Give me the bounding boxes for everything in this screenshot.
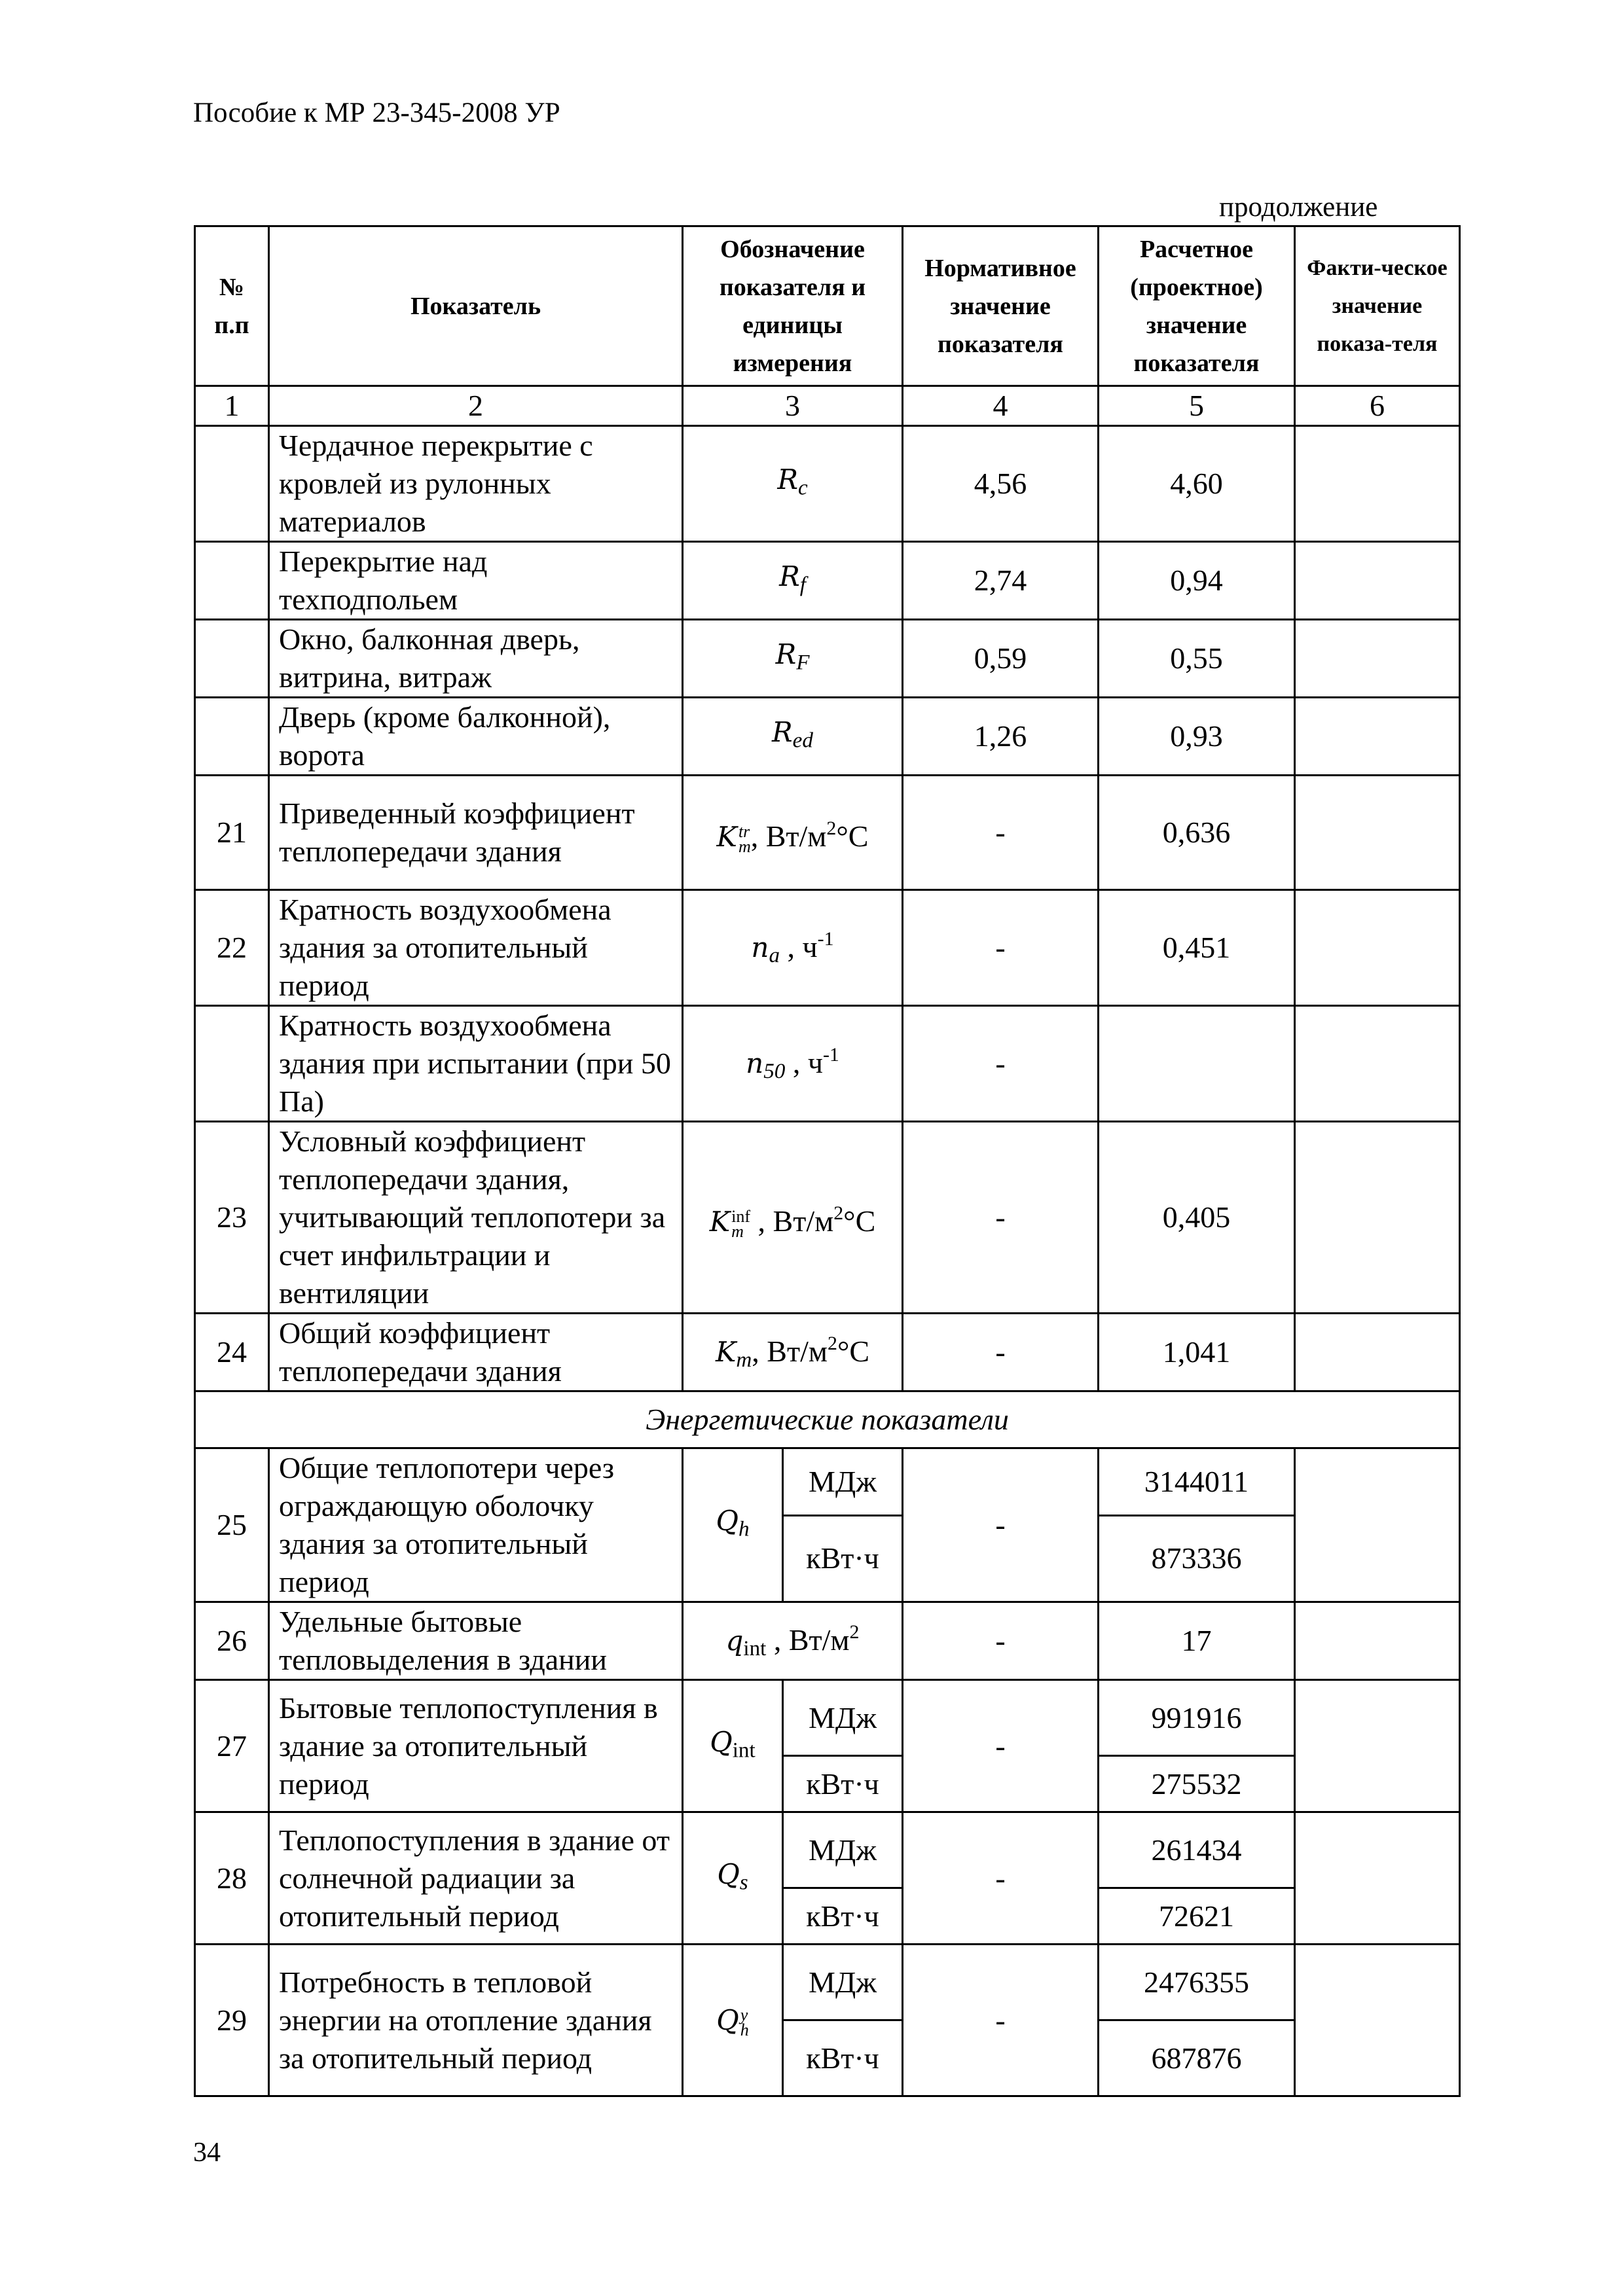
symbol-subscript: int — [743, 1636, 767, 1661]
row-number: 29 — [195, 1945, 269, 2096]
symbol-letter: R — [777, 463, 798, 496]
calculated-value: 991916 — [1099, 1680, 1295, 1756]
actual-value — [1295, 1812, 1460, 1945]
col-header-num: № п.п — [195, 226, 269, 386]
column-number: 1 — [195, 386, 269, 426]
table-row — [195, 1945, 1460, 2020]
column-number: 5 — [1099, 386, 1295, 426]
symbol-unit: , Вт/м — [750, 819, 827, 853]
table-row — [195, 1122, 1460, 1314]
symbol-indices — [731, 1206, 751, 1241]
calculated-value: 2476355 — [1099, 1945, 1295, 2020]
actual-value — [1295, 1122, 1460, 1314]
calculated-value: 261434 — [1099, 1812, 1295, 1888]
symbol-letter: Q — [710, 1725, 733, 1758]
table-row — [195, 698, 1460, 776]
table-row — [195, 1602, 1460, 1680]
symbol-letter: n — [746, 1047, 764, 1080]
unit-kwh: кВт·ч — [783, 1888, 903, 1945]
actual-value — [1295, 1314, 1460, 1391]
indicator-name: Теплопоступления в здание от солнечной радиации за отопительный период — [269, 1812, 683, 1945]
row-number: 22 — [195, 890, 269, 1006]
indicator-name: Приведенный коэффициент теплопередачи здания — [269, 776, 683, 890]
unit-mj: МДж — [783, 1812, 903, 1888]
continued-label: продолжение — [1219, 192, 1378, 223]
symbol-superscript: inf — [731, 1206, 751, 1226]
actual-value — [1295, 1680, 1460, 1812]
indicator-name: Дверь (кроме балконной), ворота — [269, 698, 683, 776]
symbol-letter: Q — [717, 1857, 740, 1890]
col-header-indicator: Показатель — [269, 226, 683, 386]
calculated-value: 0,93 — [1099, 698, 1295, 776]
calculated-value: 873336 — [1099, 1515, 1295, 1602]
table-row — [195, 890, 1460, 1006]
table-row — [195, 426, 1460, 542]
indicator-symbol — [683, 1314, 903, 1391]
indicator-name: Кратность воздухообмена здания за отопительный период — [269, 890, 683, 1006]
unit-degree: °С — [836, 819, 869, 853]
actual-value — [1295, 620, 1460, 698]
indicator-symbol — [683, 1680, 783, 1812]
symbol-subscript: m — [736, 1348, 752, 1372]
symbol-letter: q — [725, 1624, 744, 1657]
calculated-value: 72621 — [1099, 1888, 1295, 1945]
normative-value: - — [903, 776, 1099, 890]
normative-value: 0,59 — [903, 620, 1099, 698]
symbol-letter: n — [751, 931, 769, 964]
calculated-value: 0,636 — [1099, 776, 1295, 890]
actual-value — [1295, 698, 1460, 776]
calculated-value: 3144011 — [1099, 1448, 1295, 1516]
symbol-letter: K — [715, 1336, 737, 1369]
actual-value — [1295, 776, 1460, 890]
calculated-value: 4,60 — [1099, 426, 1295, 542]
symbol-subscript: ed — [792, 728, 813, 753]
calculated-value: 17 — [1099, 1602, 1295, 1680]
symbol-subscript: h — [740, 2020, 749, 2040]
indicator-name: Чердачное перекрытие с кровлей из рулонных материалов — [269, 426, 683, 542]
normative-value: 1,26 — [903, 698, 1099, 776]
normative-value: - — [903, 890, 1099, 1006]
symbol-subscript: F — [796, 650, 810, 675]
unit-exponent: 2 — [833, 1202, 844, 1224]
column-number: 4 — [903, 386, 1099, 426]
symbol-letter: R — [772, 716, 793, 749]
symbol-subscript: f — [799, 572, 806, 597]
normative-value: 2,74 — [903, 542, 1099, 620]
indicator-name: Условный коэффициент теплопередачи здания, учитывающий теплопотери за счет инфильтрации и вентиляции — [269, 1122, 683, 1314]
column-numbers-row — [195, 386, 1460, 426]
symbol-subscript: h — [738, 1516, 750, 1541]
document-header: Пособие к МР 23-345-2008 УР — [193, 98, 560, 128]
normative-value: 4,56 — [903, 426, 1099, 542]
normative-value: - — [903, 1122, 1099, 1314]
table-row — [195, 1812, 1460, 1888]
symbol-indices — [738, 821, 751, 856]
calculated-value: 275532 — [1099, 1756, 1295, 1812]
indicator-symbol — [683, 1602, 903, 1680]
indicator-symbol — [683, 698, 903, 776]
symbol-subscript: 50 — [763, 1059, 786, 1084]
calculated-value — [1099, 1006, 1295, 1122]
column-number: 2 — [269, 386, 683, 426]
actual-value — [1295, 542, 1460, 620]
symbol-letter: K — [716, 820, 737, 853]
indicator-name: Кратность воздухообмена здания при испытании (при 50 Па) — [269, 1006, 683, 1122]
unit-exponent: 2 — [849, 1621, 860, 1643]
table-row — [195, 776, 1460, 890]
indicator-name: Удельные бытовые тепловыделения в здании — [269, 1602, 683, 1680]
calculated-value: 0,55 — [1099, 620, 1295, 698]
table-row — [195, 1680, 1460, 1756]
unit-degree: °С — [843, 1204, 876, 1238]
table-row — [195, 1448, 1460, 1516]
unit-mj: МДж — [783, 1680, 903, 1756]
row-number — [195, 698, 269, 776]
symbol-letter: R — [779, 560, 800, 593]
indicator-name: Общий коэффициент теплопередачи здания — [269, 1314, 683, 1391]
row-number: 23 — [195, 1122, 269, 1314]
indicator-symbol — [683, 890, 903, 1006]
row-number: 28 — [195, 1812, 269, 1945]
row-number: 26 — [195, 1602, 269, 1680]
row-number: 27 — [195, 1680, 269, 1812]
symbol-subscript: s — [739, 1870, 748, 1895]
table-row — [195, 620, 1460, 698]
indicator-name: Перекрытие над техподпольем — [269, 542, 683, 620]
column-number: 3 — [683, 386, 903, 426]
actual-value — [1295, 890, 1460, 1006]
indicator-name: Бытовые теплопоступления в здание за отопительный период — [269, 1680, 683, 1812]
col-header-calculated: Расчетное (проектное) значение показателя — [1099, 226, 1295, 386]
normative-value: - — [903, 1680, 1099, 1812]
row-number — [195, 542, 269, 620]
indicator-symbol — [683, 1122, 903, 1314]
indicator-name: Потребность в тепловой энергии на отопление здания за отопительный период — [269, 1945, 683, 2096]
indicator-name: Общие теплопотери через ограждающую оболочку здания за отопительный период — [269, 1448, 683, 1602]
section-title: Энергетические показатели — [195, 1391, 1460, 1448]
normative-value: - — [903, 1945, 1099, 2096]
unit-mj: МДж — [783, 1448, 903, 1516]
column-number: 6 — [1295, 386, 1460, 426]
row-number: 24 — [195, 1314, 269, 1391]
symbol-subscript: int — [732, 1738, 756, 1763]
row-number: 21 — [195, 776, 269, 890]
row-number — [195, 426, 269, 542]
unit-exponent: -1 — [817, 928, 834, 950]
symbol-unit: , ч — [780, 930, 818, 964]
row-number — [195, 620, 269, 698]
unit-exponent: 2 — [826, 817, 837, 839]
calculated-value: 1,041 — [1099, 1314, 1295, 1391]
table-row — [195, 1314, 1460, 1391]
symbol-letter: R — [775, 638, 797, 671]
symbol-unit: , Вт/м — [750, 1204, 834, 1238]
unit-degree: °С — [837, 1335, 870, 1369]
indicator-symbol — [683, 620, 903, 698]
table-row — [195, 1006, 1460, 1122]
indicator-symbol — [683, 776, 903, 890]
actual-value — [1295, 1448, 1460, 1602]
symbol-letter: K — [709, 1205, 731, 1238]
normative-value: - — [903, 1448, 1099, 1602]
normative-value: - — [903, 1006, 1099, 1122]
indicator-name: Окно, балконная дверь, витрина, витраж — [269, 620, 683, 698]
actual-value — [1295, 1006, 1460, 1122]
indicator-symbol — [683, 1448, 783, 1602]
col-header-normative: Нормативное значение показателя — [903, 226, 1099, 386]
row-number: 25 — [195, 1448, 269, 1602]
calculated-value: 0,94 — [1099, 542, 1295, 620]
normative-value: - — [903, 1812, 1099, 1945]
unit-exponent: -1 — [822, 1044, 839, 1066]
unit-mj: МДж — [783, 1945, 903, 2020]
symbol-unit: , ч — [785, 1046, 823, 1080]
calculated-value: 687876 — [1099, 2020, 1295, 2096]
indicators-table — [194, 225, 1461, 2097]
indicator-symbol — [683, 1812, 783, 1945]
unit-kwh: кВт·ч — [783, 2020, 903, 2096]
unit-exponent: 2 — [827, 1333, 837, 1355]
actual-value — [1295, 1602, 1460, 1680]
col-header-actual: Факти-ческое значение показа-теля — [1295, 226, 1460, 386]
indicator-symbol — [683, 1006, 903, 1122]
indicator-symbol — [683, 1945, 783, 2096]
table-row — [195, 542, 1460, 620]
unit-kwh: кВт·ч — [783, 1756, 903, 1812]
table-header-row — [195, 226, 1460, 386]
symbol-letter: Q — [716, 1505, 739, 1537]
indicator-symbol — [683, 426, 903, 542]
symbol-subscript: c — [797, 475, 808, 500]
actual-value — [1295, 426, 1460, 542]
symbol-unit: , Вт/м — [766, 1623, 850, 1657]
row-number — [195, 1006, 269, 1122]
symbol-subscript: m — [738, 836, 751, 856]
symbol-indices — [740, 2007, 749, 2038]
unit-kwh: кВт·ч — [783, 1515, 903, 1602]
normative-value: - — [903, 1602, 1099, 1680]
symbol-superscript: y — [740, 2005, 748, 2025]
symbol-unit: , Вт/м — [752, 1335, 828, 1369]
section-row — [195, 1391, 1460, 1448]
normative-value: - — [903, 1314, 1099, 1391]
calculated-value: 0,405 — [1099, 1122, 1295, 1314]
symbol-subscript: m — [731, 1221, 744, 1241]
calculated-value: 0,451 — [1099, 890, 1295, 1006]
col-header-symbol: Обозначение показателя и единицы измерения — [683, 226, 903, 386]
symbol-letter: Q — [716, 2004, 739, 2036]
page-number: 34 — [193, 2138, 221, 2168]
symbol-superscript: tr — [738, 821, 750, 841]
symbol-subscript: a — [769, 943, 780, 968]
actual-value — [1295, 1945, 1460, 2096]
indicator-symbol — [683, 542, 903, 620]
